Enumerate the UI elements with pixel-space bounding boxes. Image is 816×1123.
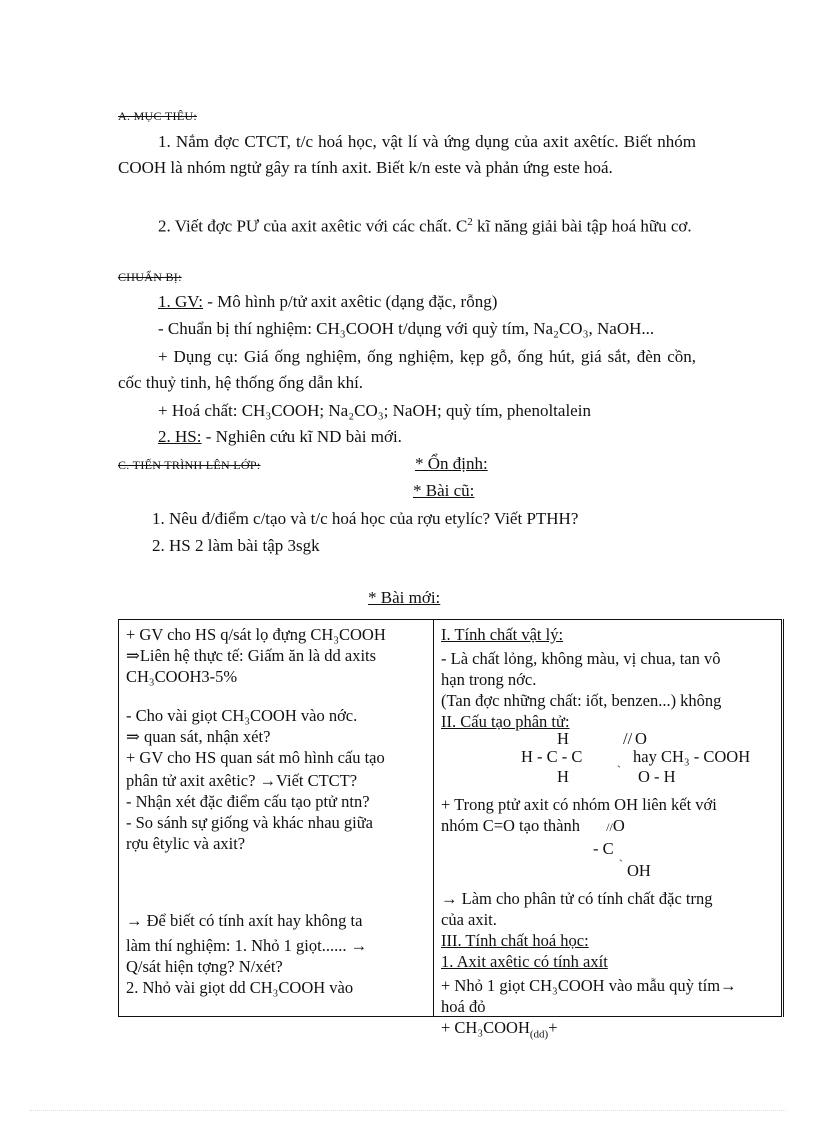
bai-cu [413,481,474,501]
carboxyl-oh: OH [627,861,651,880]
structure-heading [441,711,775,732]
left-line-2b: CH₃COOH3-5% [126,667,238,686]
formula-h-top: H [557,729,569,748]
formula-main-row: H - C - C [521,747,583,766]
carboxyl-o: O [612,816,625,835]
left-line-4: ⇒ quan sát, nhận xét? [126,727,271,746]
structure-heading-text: II. Cấu tạo phân tử: [441,712,570,731]
section-a-item-1: 1. Nắm đợc CTCT, t/c hoá học, vật lí và ứng dụng của axit axêtíc. Biết nhóm COOH là nhóm ngtử gây ra tính axit. Biết k/n este và phản ứng este hoá. [118,132,696,177]
right-line-5b: hoá đỏ [441,997,486,1016]
gv-label: 1. GV: [158,292,204,311]
formula-o-top: O [635,729,647,748]
acid-subheading-text: 1. Axit axêtic có tính axít [441,952,608,971]
right-line-1b: hạn trong nớc. [441,670,537,689]
question-1: 1. Nêu đ/điểm c/tạo và t/c hoá học của rợu etylíc? Viết PTHH? [152,509,579,528]
teacher-activity-cell [119,620,434,1017]
on-dinh [415,454,488,474]
right-line-6-text: + CH₃COOH [441,1018,530,1037]
right-line-4a: → Làm cho phân tử có tính chất đặc trng [441,889,713,908]
carboxyl-bond-mark: // [606,820,613,834]
bai-cu-text: * Bài cũ: [413,481,475,500]
double-bond-mark: // [623,729,633,748]
hs-text: - Nghiên cứu kĩ ND bài mới. [201,427,402,446]
lesson-table [118,619,784,1041]
formula-condensed: hay CH₃ - COOH [633,747,751,766]
right-line-6-post: + [548,1018,558,1037]
right-line-5a: + Nhỏ 1 giọt CH₃COOH vào mẫu quỳ tím→ [441,976,737,995]
formula-h-bottom: H [557,767,569,786]
right-line-6 [441,1017,775,1045]
gv-line [158,292,497,312]
item2-pre: 2. Viết đợc PƯ của axit axêtic với các chất. C [158,216,468,236]
carboxyl-group [441,838,775,884]
item2-sup: 2 [467,216,473,228]
section-a-heading [118,109,197,124]
page-footer-rule [30,1110,786,1111]
physical-heading [441,624,775,645]
left-line-2a: ⇒Liên hệ thực tế: Giấm ăn là dd axits [126,646,377,665]
prep-line-3: + Dụng cụ: Giá ống nghiệm, ống nghiệm, kẹp gỗ, ống hút, giá sắt, đèn cồn, cốc thuỷ tinh, hệ thống ống dẫn khí. [118,347,696,392]
left-line-1: + GV cho HS q/sát lọ đựng CH₃COOH [126,625,386,644]
right-line-3b [441,815,775,838]
right-line-1a: - Là chất lỏng, không màu, vị chua, tan vô [441,649,721,668]
carboxyl-c: - C [593,839,614,858]
section-c-heading [118,458,261,473]
chemical-heading [441,930,775,951]
left-line-7: - Nhận xét đặc điểm cấu tạo ptử ntn? [126,792,370,811]
left-line-8a: - So sánh sự giống và khác nhau giữa [126,813,374,832]
left-line-3: - Cho vài giọt CH₃COOH vào nớc. [126,706,358,725]
left-line-9a: → Để biết có tính axít hay không ta [126,911,363,930]
on-dinh-text: * Ổn định: [415,454,488,473]
section-a-item-2 [118,209,696,240]
section-b-heading-text: CHUẨN BỊ: [118,270,182,284]
physical-heading-text: I. Tính chất vật lý: [441,625,564,644]
formula-oh: O - H [638,767,676,786]
right-line-3a: + Trong ptử axit có nhóm OH liên kết với [441,795,717,814]
chemical-heading-text: III. Tính chất hoá học: [441,931,589,950]
section-a-heading-text: A. MỤC TIÊU: [118,109,198,123]
content-cell [434,620,783,1041]
right-line-4b: của axit. [441,910,497,929]
left-line-5: + GV cho HS quan sát mô hình cấu tạo [126,748,385,767]
structural-formula [521,729,775,794]
bai-moi [368,588,440,608]
left-line-9b: làm thí nghiệm: 1. Nhỏ 1 giọt...... → [126,936,368,955]
left-line-6: phân tử axit axêtic? →Viết CTCT? [126,771,358,790]
prep-line-4: + Hoá chất: CH₃COOH; Na₂CO₃; NaOH; quỳ tím, phenoltalein [158,401,591,420]
left-line-9c: Q/sát hiện tợng? N/xét? [126,957,283,976]
left-line-10: 2. Nhỏ vài giọt dd CH₃COOH vào [126,978,354,997]
left-line-8b: rợu êtylic và axit? [126,834,246,853]
section-b-heading [118,270,182,285]
hs-label: 2. HS: [158,427,202,446]
acid-subheading [441,951,775,972]
right-line-6-sub: (dd) [529,1028,549,1041]
prep-line-2: - Chuẩn bị thí nghiệm: CH₃COOH t/dụng với quỳ tím, Na₂CO₃, NaOH... [158,319,655,338]
right-line-3b-text: nhóm C=O tạo thành [441,816,581,835]
carboxyl-single-mark: ` [619,857,623,871]
section-c-heading-text: C. TIẾN TRÌNH LÊN LỚP: [118,458,261,472]
gv-text: - Mô hình p/tử axit axêtic (dạng đặc, rỗng) [203,292,498,311]
bai-moi-text: * Bài mới: [368,588,441,607]
hs-line [158,427,402,447]
single-bond-mark: ` [617,763,621,777]
question-2: 2. HS 2 làm bài tập 3sgk [152,536,320,555]
right-line-2: (Tan đợc những chất: iốt, benzen...) không [441,691,722,710]
item2-post: kĩ năng giải bài tập hoá hữu cơ. [472,216,692,236]
